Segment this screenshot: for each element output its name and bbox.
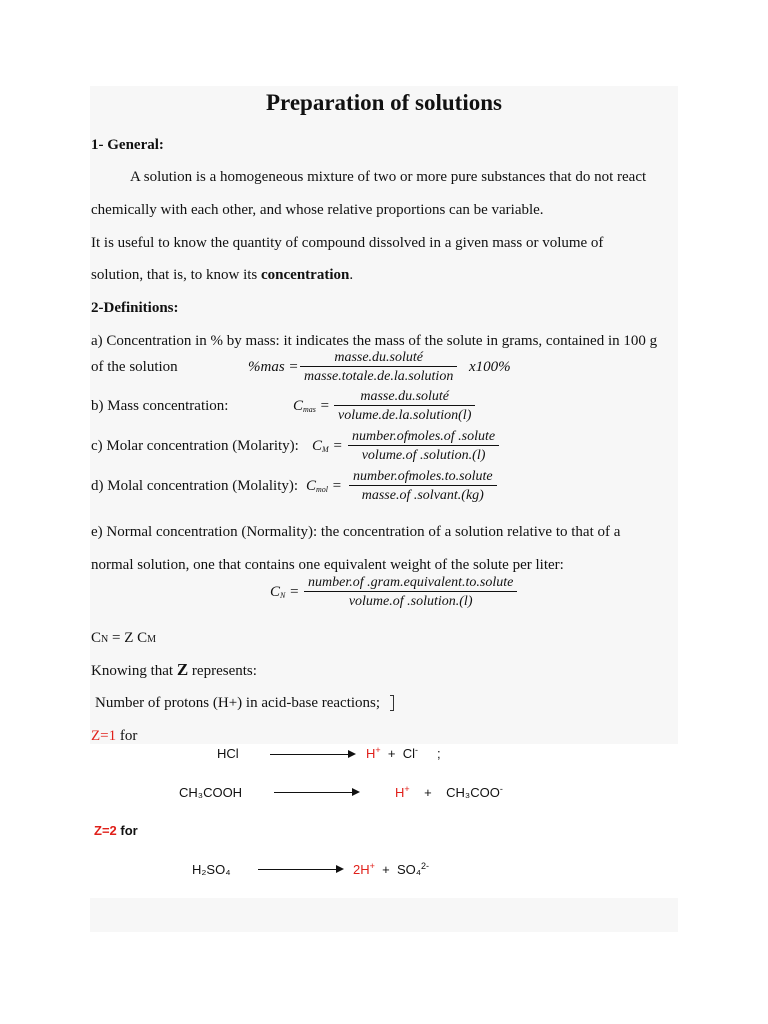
page-background-band-bottom (90, 898, 678, 932)
reaction1-semicolon: ; (437, 746, 441, 761)
reaction2-products: H+ + CH₃COO- (395, 784, 503, 800)
paragraph-line: A solution is a homogeneous mixture of two or more pure substances that do not react (130, 169, 647, 185)
formula-mass-percent: masse.du.soluté masse.totale.de.la.solution (300, 349, 457, 385)
definition-e-text: normal solution, one that contains one equivalent weight of the solute per liter: (91, 557, 564, 573)
formula-lhs-normality: $C_N$ = (270, 584, 300, 600)
normality-molarity-relation: CN = Z CM (91, 630, 157, 646)
section-heading-definitions: 2-Definitions: (91, 300, 179, 316)
z2-label: Z=2 for (94, 823, 138, 838)
definition-a-text: a) Concentration in % by mass: it indicates the mass of the solute in grams, contained in 100 g (91, 333, 658, 349)
definition-e-text: e) Normal concentration (Normality): the concentration of a solution relative to that of a (91, 524, 621, 540)
definition-c-text: c) Molar concentration (Molarity): (91, 438, 299, 454)
formula-molarity: number.ofmoles.of .solute volume.of .solution.(l) (348, 428, 499, 464)
reaction1-reactant: HCl (217, 746, 239, 761)
definition-b-text: b) Mass concentration: (91, 398, 229, 414)
formula-molality: number.ofmoles.to.solute masse.of .solvant.(kg) (349, 468, 497, 504)
paragraph-line: It is useful to know the quantity of compound dissolved in a given mass or volume of (91, 235, 604, 251)
formula-normality: number.of .gram.equivalent.to.solute volume.of .solution.(l) (304, 574, 517, 610)
paragraph-line: chemically with each other, and whose relative proportions can be variable. (91, 202, 544, 218)
paragraph-line: solution, that is, to know its concentration. (91, 267, 354, 283)
formula-lhs-mass-concentration: $C_{mas}$ = (293, 398, 330, 414)
protons-text: Number of protons (H+) in acid-base reactions; (95, 695, 381, 711)
formula-suffix: x100% (469, 359, 511, 375)
page-title: Preparation of solutions (266, 90, 502, 115)
formula-lhs-mass-percent: %mas = (248, 359, 299, 375)
formula-lhs-molarity: $C_M$ = (312, 438, 343, 454)
text-cursor (390, 695, 394, 711)
z1-label: Z=1 for (91, 728, 138, 744)
reaction3-products: 2H+ + SO₄$^{2-}$ (353, 861, 430, 877)
definition-a-text: of the solution (91, 359, 178, 375)
reaction2-reactant: CH₃COOH (179, 785, 243, 800)
reaction1-products: H+ + Cl- (366, 745, 418, 761)
reaction2-arrow-icon (274, 792, 358, 793)
section-heading-general: 1- General: (91, 137, 164, 153)
reaction3-reactant: H₂SO₄ (192, 862, 231, 877)
formula-lhs-molality: $C_{mol}$ = (306, 478, 342, 494)
reaction1-arrow-icon (270, 754, 354, 755)
concentration-term: concentration (261, 267, 350, 283)
definition-d-text: d) Molal concentration (Molality): (91, 478, 299, 494)
knowing-that-text: Knowing that Z represents: (91, 660, 257, 679)
reaction3-arrow-icon (258, 869, 342, 870)
formula-mass-concentration: masse.du.soluté volume.de.la.solution(l) (334, 388, 475, 424)
